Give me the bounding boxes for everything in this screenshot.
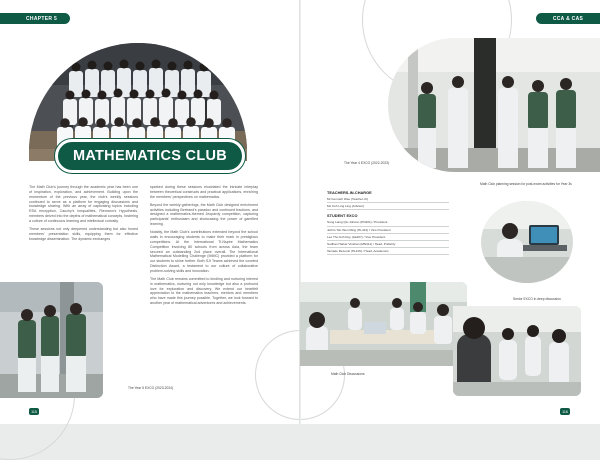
- student-exco-heading: STUDENT EXCO: [327, 213, 358, 219]
- photo-caption: The Year 5 EXCO (2023-2024): [128, 386, 174, 390]
- year5-exco-photo: [0, 282, 103, 398]
- page-title: MATHEMATICS CLUB: [72, 148, 228, 164]
- photo-caption: The Year 4 EXCO (2022-2023): [344, 161, 390, 165]
- article-paragraph: Notably, the Math Club's contributions extended beyond the school walls in encouraging students to make their mark in prestigious competitions. At the International Ti-Nspire Mathematics Competition involving 80 schools from across Asia, the team secured an outstanding 2nd place overall. The International Mathematical Modelling Challenge (IMMC) provided a platform for our students to shine further. Both SJI Teams achieved the coveted Distinction Award, a testament to our culture of collaborative problem-solving skills and innovation.: [150, 230, 258, 273]
- roster-row: Leo Tho Anh Duy (LE407) / Vice President: [327, 234, 449, 241]
- planning-session-photo: [481, 201, 573, 283]
- article-paragraph: sparked during these sessions elucidated the intricate interplay between theoretical constructs and practical applications, enriching the members' perspectives on mathematics.: [150, 185, 258, 199]
- photo-caption: Math Club planning session for post-exam activities for Year 3s: [480, 182, 572, 186]
- photo-caption: Math Club Discussions: [331, 372, 365, 376]
- article-column-2: [150, 185, 258, 309]
- section-tag: CHAPTER 5: [0, 13, 70, 24]
- club-title-banner: [55, 139, 245, 173]
- roster-row: Sung Liang Qiu Johann (PN401) / President: [327, 219, 449, 226]
- photo-caption: Senior EXCO in deep discussion: [513, 297, 561, 301]
- article-paragraph: These sessions not only deepened understanding but also honed members' presentation skills, equipping them for effective knowledge dissemination. The dynamic exchanges: [29, 226, 138, 241]
- senior-exco-photo: [453, 306, 581, 396]
- teachers-heading: TEACHERS-IN-CHARGE: [327, 190, 372, 195]
- section-tag: CCA & CAS: [536, 13, 600, 24]
- article-column-1: [29, 185, 138, 245]
- page-number: 115: [29, 408, 39, 415]
- roster-row: Jethro Tan Wen Ming (HL414) / Vice President: [327, 227, 449, 234]
- article-paragraph: The Math Club remains committed to kindling and nurturing interest in mathematics, nurturing not only knowledge but also a profound love for exploration and discovery. We extend our heartfelt appreciation to the mathematics teachers, mentors and members who have made this journey possible. Together, we look forward to another year of mathematical adventures and achievements.: [150, 276, 258, 306]
- roster-row: Tandele Rezemil (HL416) / Head, Academics: [327, 248, 449, 255]
- exco-roster: [327, 190, 449, 255]
- article-paragraph: Beyond the weekly gatherings, the Math Club designed enrichment activities including Bertrand's paradox and continued fractions, and designed a mathematics-themed Jeopardy competition, capturing participants' enthusiasm and showcasing the power of gamified learning.: [150, 202, 258, 227]
- article-paragraph: The Math Club's journey through the academic year has been one of inspiration, exploration, and achievement. Building upon the momentum of the previous year, the club's weekly sessions continued to serve as a platform for engaging discussions and knowledge sharing. With an array of captivating topics including RSA encryption, Cauchy's Inequalities, Riemann's Hypothesis, members delved into the depths of mathematical concepts, fostering a culture of continuous learning and intellectual curiosity.: [29, 185, 138, 223]
- year4-exco-photo: [388, 38, 600, 172]
- roster-row: Sudhan Hariaz Vinshan (MN411) / Head, Publicity: [327, 241, 449, 248]
- discussions-photo: [300, 282, 467, 366]
- roster-row: Ms Koh Ling Ling (Advisor): [327, 203, 449, 210]
- page-number: 116: [560, 408, 570, 415]
- roster-row: Mr Kenneth Wee (Teacher-IC): [327, 196, 449, 203]
